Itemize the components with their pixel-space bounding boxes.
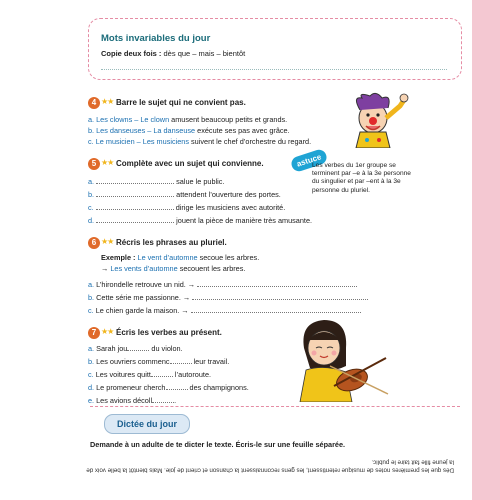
exercise-number-6: 6: [88, 237, 100, 249]
exercise-7-instruction: Écris les verbes au présent.: [116, 328, 222, 337]
dictee-upside-down-text: Dès que les premières notes de musique retentissent, les gens reconnaissent la chanson et crient de joie. Mais bientôt la belle voix de la jeune fille fait taire le public.: [86, 458, 454, 474]
ex4-line-b[interactable]: b. Les danseuses – La danseuse exécute ses pas avec grâce.: [88, 126, 290, 135]
invariable-words: dès que – mais – bientôt: [163, 49, 246, 58]
difficulty-stars-icon: ★★: [101, 237, 114, 246]
dictee-title: Dictée du jour: [104, 414, 190, 434]
mots-invariables-title: Mots invariables du jour: [101, 33, 211, 44]
writing-line[interactable]: [101, 69, 447, 70]
difficulty-stars-icon: ★★: [101, 158, 114, 167]
exercise-4-instruction: Barre le sujet qui ne convient pas.: [116, 98, 246, 107]
answer-blank[interactable]: [96, 202, 174, 210]
answer-blank[interactable]: [191, 305, 361, 313]
mots-invariables-box: [88, 18, 462, 80]
answer-blank[interactable]: [96, 189, 174, 197]
exercise-6-instruction: Récris les phrases au pluriel.: [116, 238, 227, 247]
arrow-right-icon: →: [101, 264, 109, 273]
astuce-text: Les verbes du 1er groupe se terminent par –e à la 3e personne du singulier et par –ent à la 3e personne du pluriel.: [312, 162, 411, 194]
ex6-example-2: → Les vents d’automne secouent les arbres.: [101, 264, 246, 273]
ex7-line-d[interactable]: d. Le promeneur cherch des champignons.: [88, 383, 249, 392]
answer-blank[interactable]: [96, 176, 174, 184]
exercise-number-7: 7: [88, 327, 100, 339]
exercise-5-instruction: Complète avec un sujet qui convienne.: [116, 159, 264, 168]
ex4-line-c[interactable]: c. Le musicien – Les musiciens suivent le chef d’orchestre du regard.: [88, 137, 312, 146]
answer-blank[interactable]: [152, 395, 174, 403]
difficulty-stars-icon: ★★: [101, 97, 114, 106]
answer-blank[interactable]: [170, 356, 192, 364]
ex5-line-d[interactable]: d. jouent la pièce de manière très amusante.: [88, 216, 313, 225]
answer-blank[interactable]: [197, 279, 357, 287]
difficulty-stars-icon: ★★: [101, 327, 114, 336]
ex5-line-c[interactable]: c. dirige les musiciens avec autorité.: [88, 203, 286, 212]
ex6-line-c[interactable]: c. Le chien garde la maison. →: [88, 305, 361, 315]
ex7-line-a[interactable]: a. Sarah jou du violon.: [88, 344, 183, 353]
ex6-example-1: Exemple : Le vent d’automne secoue les arbres.: [101, 253, 260, 262]
violin-girl-illustration: [290, 318, 390, 402]
dictee-instruction: Demande à un adulte de te dicter le texte. Écris-le sur une feuille séparée.: [90, 440, 346, 449]
clown-illustration: [340, 88, 410, 148]
answer-blank[interactable]: [127, 343, 149, 351]
ex7-line-c[interactable]: c. Les voitures quitt l’autoroute.: [88, 370, 212, 379]
exercise-number-4: 4: [88, 97, 100, 109]
copy-label: Copie deux fois :: [101, 49, 162, 58]
ex7-line-e[interactable]: e. Les avions décoll .: [88, 396, 177, 405]
answer-blank[interactable]: [96, 215, 174, 223]
answer-blank[interactable]: [192, 292, 368, 300]
exercise-number-5: 5: [88, 158, 100, 170]
ex6-line-b[interactable]: b. Cette série me passionne. →: [88, 292, 368, 302]
ex5-line-a[interactable]: a. salue le public.: [88, 177, 225, 186]
ex5-line-b[interactable]: b. attendent l’ouverture des portes.: [88, 190, 281, 199]
answer-blank[interactable]: [151, 369, 173, 377]
ex7-line-b[interactable]: b. Les ouvriers commenc leur travail.: [88, 357, 230, 366]
astuce-badge: astuce: [290, 148, 329, 173]
ex6-line-a[interactable]: a. L’hirondelle retrouve un nid. →: [88, 279, 357, 289]
copy-instruction: [101, 49, 245, 58]
answer-blank[interactable]: [166, 382, 188, 390]
page-edge-tab: [472, 0, 500, 500]
ex4-line-a[interactable]: a. Les clowns – Le clown amusent beaucoup petits et grands.: [88, 115, 288, 124]
